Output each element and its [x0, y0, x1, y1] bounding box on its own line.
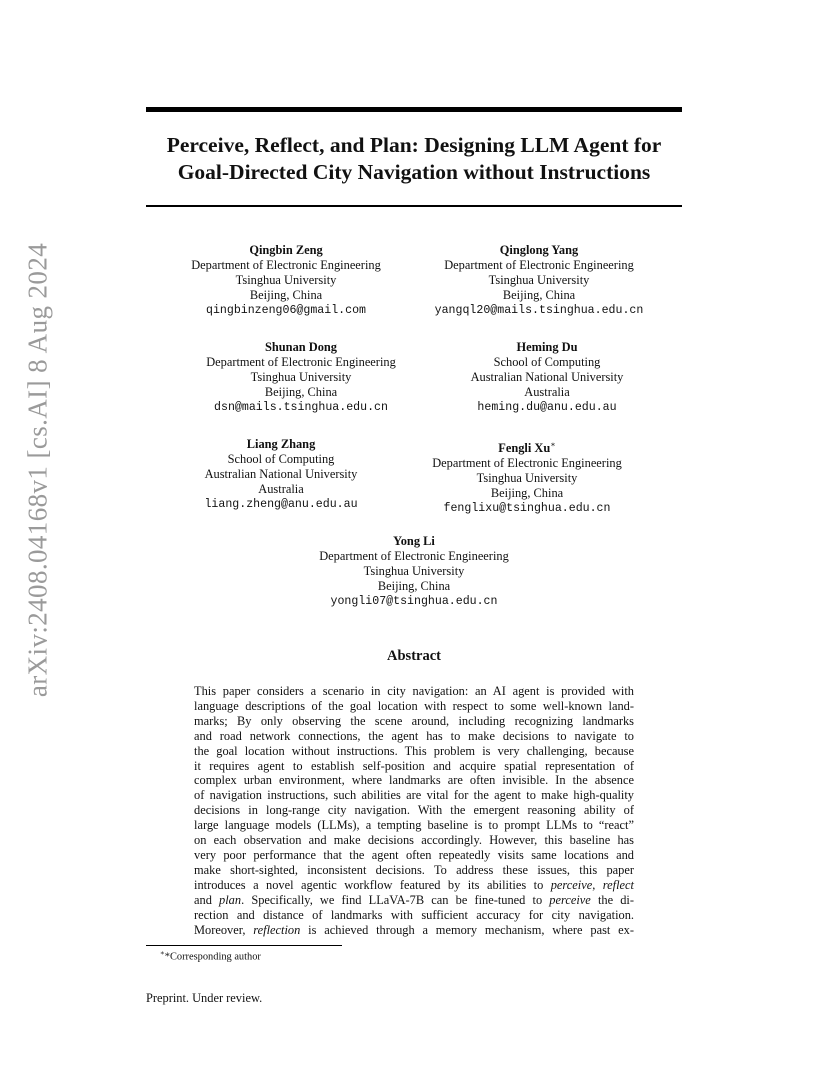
author-email[interactable]: yangql20@mails.tsinghua.edu.cn	[434, 304, 644, 317]
footnote-rule	[146, 945, 342, 946]
abstract-line: decisions in long-range city navigation. With the emergent reasoning ability of	[194, 803, 634, 818]
author-email[interactable]: yongli07@tsinghua.edu.cn	[330, 595, 498, 608]
author-affiliation: Beijing, China	[502, 288, 576, 302]
abstract-line: and road network connections, the agent has to make decisions to navigate to	[194, 728, 634, 743]
abstract-heading: Abstract	[387, 648, 441, 664]
author-name: Heming Du	[516, 340, 578, 354]
abstract-line: it requires agent to establish self-position and acquire spatial representation of	[194, 758, 634, 773]
abstract-line: complex urban environment, where landmarks are often invisible. In the absence	[194, 773, 634, 788]
preprint-note: Preprint. Under review.	[146, 991, 263, 1005]
paper-title	[146, 132, 682, 186]
author-email[interactable]: fenglixu@tsinghua.edu.cn	[443, 502, 611, 516]
author-affiliation: Australian National University	[470, 370, 624, 384]
author-affiliation: Beijing, China	[264, 385, 338, 399]
footnote	[160, 949, 261, 962]
author-email[interactable]: dsn@mails.tsinghua.edu.cn	[214, 401, 388, 414]
abstract-line: Moreover, reflection is achieved through a memory mechanism, where past ex-	[194, 922, 634, 937]
author-block	[387, 340, 707, 415]
author-affiliation: School of Computing	[227, 452, 335, 466]
abstract-line: language descriptions of the goal location with respect to some well-known land-	[194, 698, 634, 713]
abstract-line: on each observation and make decisions accordingly. However, this baseline has	[194, 833, 634, 848]
footnote-text: *Corresponding author	[164, 951, 261, 963]
footnote-mark: ∗	[160, 949, 165, 957]
author-affiliation: School of Computing	[493, 355, 601, 369]
author-affiliation: Australian National University	[204, 467, 358, 481]
author-affiliation: Department of Electronic Engineering	[206, 355, 396, 369]
author-email[interactable]: qingbinzeng06@gmail.com	[205, 304, 367, 317]
abstract-line: the goal location without instructions. This problem is very challenging, because	[194, 743, 634, 758]
author-email[interactable]: liang.zheng@anu.edu.au	[204, 498, 358, 511]
abstract-line: This paper considers a scenario in city navigation: an AI agent is provided with	[194, 684, 634, 698]
author-affiliation: Department of Electronic Engineering	[432, 456, 622, 471]
author-affiliation: Tsinghua University	[250, 370, 352, 384]
abstract-line: large language models (LLMs), a tempting baseline is to prompt LLMs to “react”	[194, 818, 634, 833]
author-affiliation: Beijing, China	[377, 579, 451, 593]
abstract-line: of navigation instructions, such abilities are vital for the agent to make high-quality	[194, 788, 634, 803]
author-affiliation: Australia	[524, 385, 570, 399]
author-name: Qingbin Zeng	[249, 243, 323, 257]
abstract-body	[194, 684, 634, 937]
abstract-line: very poor performance that the agent often repeatedly visits same locations and	[194, 847, 634, 862]
title-line-2: Goal-Directed City Navigation without Instructions	[177, 160, 651, 184]
author-affiliation: Tsinghua University	[235, 273, 337, 287]
author-block	[254, 534, 574, 609]
author-name-text: Fengli Xu	[498, 441, 551, 456]
title-line-1: Perceive, Reflect, and Plan: Designing LLM Agent for	[166, 133, 662, 157]
author-affiliation: Tsinghua University	[476, 471, 578, 486]
abstract-line: rection and distance of landmarks with sufficient accuracy for city navigation.	[194, 907, 634, 922]
author-affiliation: Department of Electronic Engineering	[444, 258, 634, 272]
author-name: Yong Li	[393, 534, 435, 548]
arxiv-identifier-stamp: arXiv:2408.04168v1 [cs.AI] 8 Aug 2024	[22, 242, 53, 698]
title-top-rule	[146, 107, 682, 112]
author-affiliation: Australia	[258, 482, 304, 496]
author-affiliation: Department of Electronic Engineering	[319, 549, 509, 563]
abstract-line: introduces a novel agentic workflow featured by its abilities to perceive, reflect	[194, 877, 634, 892]
abstract-line: make short-sighted, inconsistent decisions. To address these issues, this paper	[194, 862, 634, 877]
author-block	[367, 437, 687, 516]
abstract-line: and plan. Specifically, we find LLaVA-7B can be fine-tuned to perceive the di-	[194, 892, 634, 907]
author-block	[379, 243, 699, 318]
author-name: Qinglong Yang	[499, 243, 579, 257]
author-affiliation: Tsinghua University	[363, 564, 465, 578]
author-name: Liang Zhang	[246, 437, 316, 451]
author-affiliation: Department of Electronic Engineering	[191, 258, 381, 272]
author-name: Shunan Dong	[265, 340, 337, 354]
author-email[interactable]: heming.du@anu.edu.au	[477, 401, 617, 414]
title-bottom-rule	[146, 205, 682, 207]
abstract-line: marks; By only observing the scene around, including recognizing landmarks	[194, 713, 634, 728]
author-name	[367, 437, 687, 456]
author-affiliation: Beijing, China	[490, 486, 564, 501]
corresponding-author-mark: ∗	[550, 440, 556, 449]
author-affiliation: Beijing, China	[249, 288, 323, 302]
author-affiliation: Tsinghua University	[488, 273, 590, 287]
